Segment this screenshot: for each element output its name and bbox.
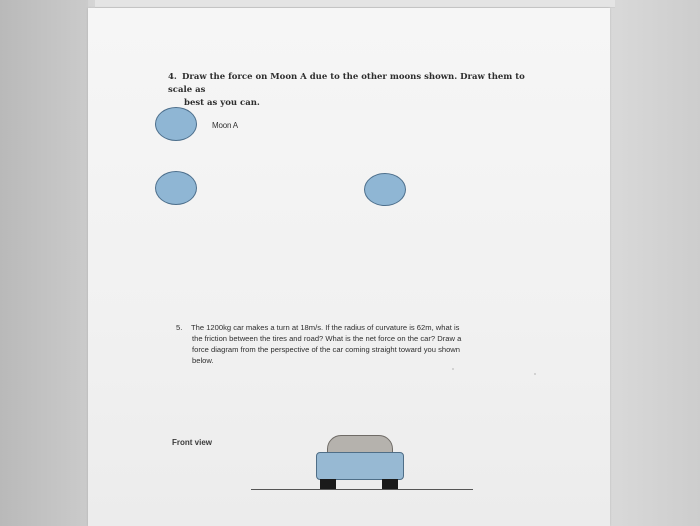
question-5-text-4: below.	[192, 356, 214, 365]
moon-a-circle	[155, 107, 197, 141]
question-4-text-2: best as you can.	[184, 98, 260, 108]
question-5-line-1	[176, 322, 548, 333]
question-5-text-2: the friction between the tires and road? What is the net force on the car? Draw a	[192, 334, 462, 343]
ground-line	[251, 489, 473, 490]
paper-speck	[452, 368, 454, 370]
front-view-label: Front view	[172, 438, 213, 447]
question-5-text-1: The 1200kg car makes a turn at 18m/s. If the radius of curvature is 62m, what is	[191, 323, 460, 332]
question-5-text-3: force diagram from the perspective of the car coming straight toward you shown	[192, 345, 461, 354]
moon-a-label: Moon A	[212, 121, 238, 130]
car-right-wheel	[382, 479, 398, 489]
moon-lower-left-circle	[155, 171, 197, 205]
right-monitor-edge	[610, 0, 700, 526]
question-5	[176, 322, 548, 366]
moon-lower-right-circle	[364, 173, 406, 206]
question-4-text-1: Draw the force on Moon A due to the other moons shown. Draw them to scale as	[168, 72, 525, 95]
question-5-number: 5.	[176, 323, 183, 332]
question-4-line-1	[168, 71, 548, 97]
car-left-wheel	[320, 479, 336, 489]
left-monitor-edge	[0, 0, 88, 526]
question-4-number: 4.	[168, 72, 177, 82]
car-body	[316, 452, 404, 480]
screen-top-bar	[95, 0, 615, 8]
question-4	[168, 71, 548, 110]
paper-speck	[534, 373, 536, 375]
